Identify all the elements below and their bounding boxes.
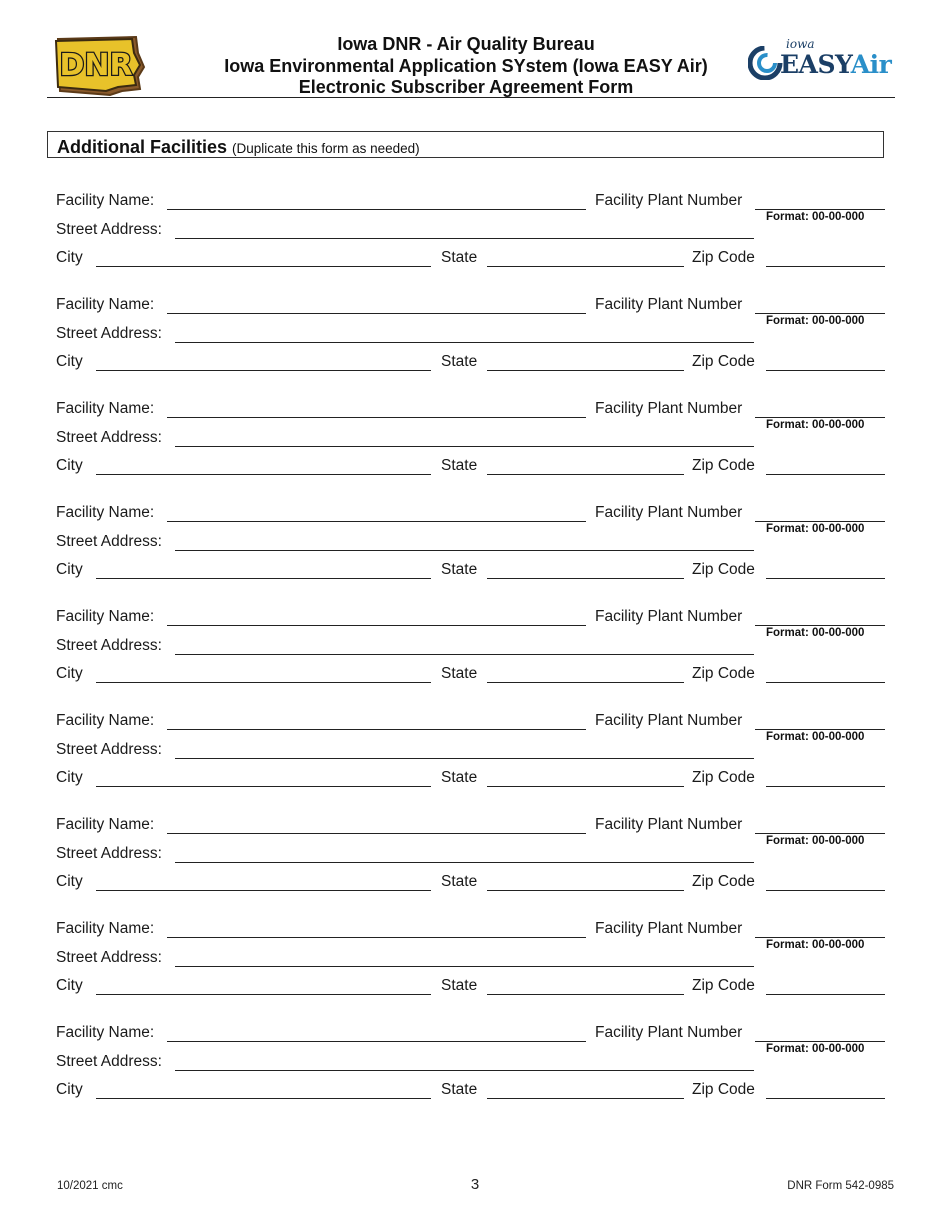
zip-code-label: Zip Code	[692, 249, 755, 266]
plant-number-format-hint: Format: 00-00-000	[766, 211, 865, 223]
zip-code-label: Zip Code	[692, 353, 755, 370]
zip-code-label: Zip Code	[692, 665, 755, 682]
easy-logo-iowa: iowa	[786, 37, 815, 51]
facility-name-label: Facility Name:	[56, 400, 155, 417]
facility-name-field[interactable]	[167, 1041, 586, 1042]
city-label: City	[56, 457, 83, 474]
street-address-label: Street Address:	[56, 221, 162, 238]
facility-name-label: Facility Name:	[56, 504, 155, 521]
facility-plant-number-label: Facility Plant Number	[595, 608, 743, 625]
street-address-label: Street Address:	[56, 325, 162, 342]
title-line-2: Iowa Environmental Application SYstem (Iowa EASY Air)	[224, 55, 708, 76]
footer-page-number: 3	[470, 1176, 480, 1193]
state-label: State	[441, 1081, 478, 1098]
facility-plant-number-field[interactable]	[755, 1041, 885, 1042]
street-address-label: Street Address:	[56, 949, 162, 966]
facility-plant-number-label: Facility Plant Number	[595, 1024, 743, 1041]
facility-name-label: Facility Name:	[56, 712, 155, 729]
facility-block-6	[0, 520, 950, 786]
facility-plant-number-label: Facility Plant Number	[595, 296, 743, 313]
state-label: State	[441, 457, 478, 474]
city-field[interactable]	[96, 1098, 431, 1099]
plant-number-format-hint: Format: 00-00-000	[766, 835, 865, 847]
zip-code-label: Zip Code	[692, 977, 755, 994]
facility-block-3	[0, 208, 950, 474]
footer-form-number: DNR Form 542-0985	[787, 1180, 894, 1192]
facility-name-label: Facility Name:	[56, 920, 155, 937]
street-address-label: Street Address:	[56, 533, 162, 550]
facility-plant-number-label: Facility Plant Number	[595, 816, 743, 833]
facility-name-label: Facility Name:	[56, 608, 155, 625]
facility-name-field[interactable]	[167, 937, 586, 938]
zip-code-label: Zip Code	[692, 769, 755, 786]
easy-logo-air: Air	[850, 50, 892, 79]
facility-name-label: Facility Name:	[56, 816, 155, 833]
city-label: City	[56, 1081, 83, 1098]
street-address-label: Street Address:	[56, 845, 162, 862]
plant-number-format-hint: Format: 00-00-000	[766, 731, 865, 743]
state-label: State	[441, 977, 478, 994]
facility-block-2	[0, 104, 950, 370]
facility-plant-number-label: Facility Plant Number	[595, 192, 743, 209]
section-note: (Duplicate this form as needed)	[232, 141, 420, 156]
zip-code-field[interactable]	[766, 1098, 885, 1099]
facility-name-label: Facility Name:	[56, 192, 155, 209]
plant-number-format-hint: Format: 00-00-000	[766, 419, 865, 431]
city-label: City	[56, 769, 83, 786]
zip-code-label: Zip Code	[692, 561, 755, 578]
state-label: State	[441, 873, 478, 890]
state-label: State	[441, 665, 478, 682]
state-field[interactable]	[487, 1098, 684, 1099]
facility-plant-number-label: Facility Plant Number	[595, 400, 743, 417]
title-line-3: Electronic Subscriber Agreement Form	[298, 77, 634, 97]
street-address-field[interactable]	[175, 966, 754, 967]
zip-code-label: Zip Code	[692, 1081, 755, 1098]
city-label: City	[56, 353, 83, 370]
city-label: City	[56, 249, 83, 266]
city-field[interactable]	[96, 994, 431, 995]
state-label: State	[441, 249, 478, 266]
state-label: State	[441, 561, 478, 578]
facility-block-9	[0, 832, 950, 1098]
plant-number-format-hint: Format: 00-00-000	[766, 523, 865, 535]
city-label: City	[56, 665, 83, 682]
street-address-label: Street Address:	[56, 637, 162, 654]
plant-number-format-hint: Format: 00-00-000	[766, 315, 865, 327]
plant-number-format-hint: Format: 00-00-000	[766, 939, 865, 951]
plant-number-format-hint: Format: 00-00-000	[766, 627, 865, 639]
facility-block-4	[0, 312, 950, 578]
street-address-label: Street Address:	[56, 1053, 162, 1070]
plant-number-format-hint: Format: 00-00-000	[766, 1043, 865, 1055]
facility-block-7	[0, 624, 950, 890]
state-label: State	[441, 769, 478, 786]
facility-name-label: Facility Name:	[56, 296, 155, 313]
facility-name-label: Facility Name:	[56, 1024, 155, 1041]
zip-code-label: Zip Code	[692, 873, 755, 890]
state-field[interactable]	[487, 994, 684, 995]
street-address-label: Street Address:	[56, 429, 162, 446]
city-label: City	[56, 977, 83, 994]
city-label: City	[56, 873, 83, 890]
zip-code-label: Zip Code	[692, 457, 755, 474]
facility-block-5	[0, 416, 950, 682]
state-label: State	[441, 353, 478, 370]
zip-code-field[interactable]	[766, 994, 885, 995]
facility-block-8	[0, 728, 950, 994]
city-label: City	[56, 561, 83, 578]
facility-plant-number-label: Facility Plant Number	[595, 504, 743, 521]
easy-logo-easy: EASY	[780, 50, 851, 79]
street-address-label: Street Address:	[56, 741, 162, 758]
facility-plant-number-field[interactable]	[755, 937, 885, 938]
title-line-1: Iowa DNR - Air Quality Bureau	[337, 34, 595, 54]
section-title-text: Additional Facilities	[57, 137, 228, 157]
footer-revision: 10/2021 cmc	[57, 1180, 123, 1192]
dnr-logo-text: DNR	[59, 48, 133, 83]
facility-plant-number-label: Facility Plant Number	[595, 712, 743, 729]
street-address-field[interactable]	[175, 1070, 754, 1071]
facility-plant-number-label: Facility Plant Number	[595, 920, 743, 937]
